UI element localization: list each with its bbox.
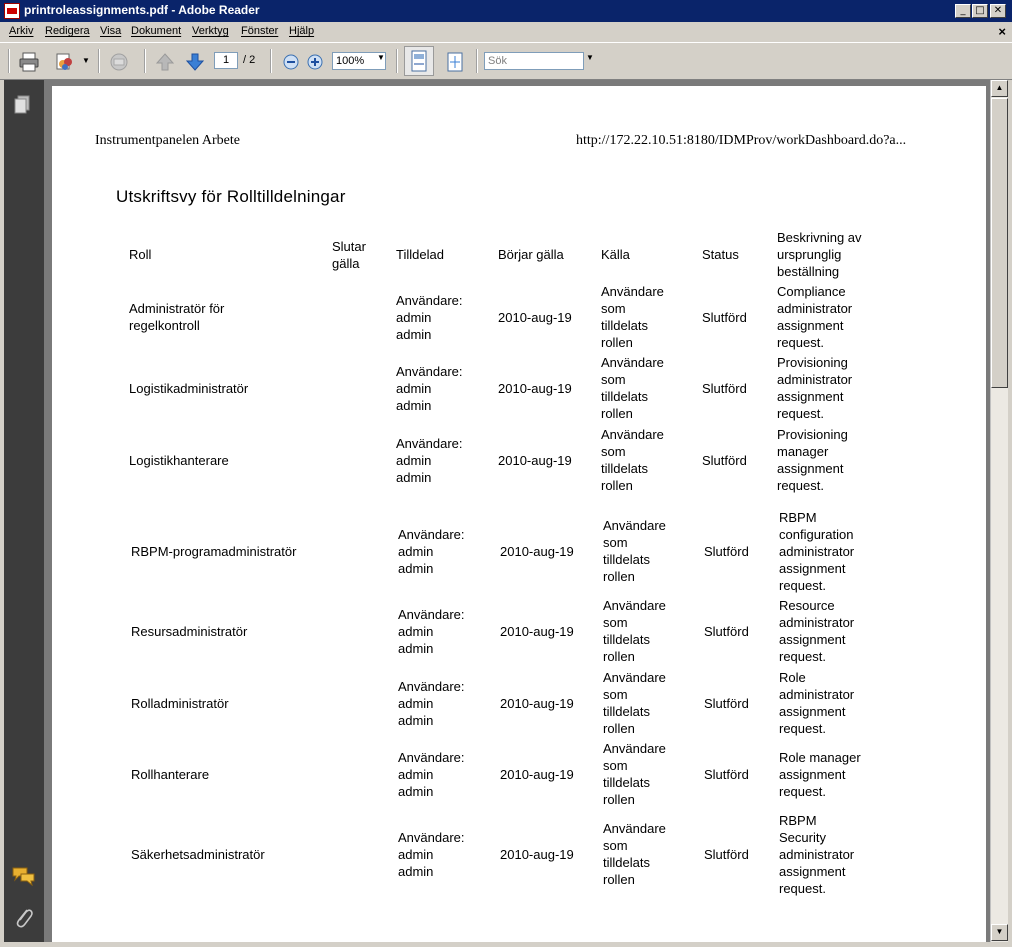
cell-roll: Rollhanterare xyxy=(131,766,210,782)
cell-borjar: 2010-aug-19 xyxy=(500,623,574,639)
sign-icon xyxy=(108,51,130,73)
toolbar-separator xyxy=(8,49,10,73)
cell-status: Slutförd xyxy=(704,766,749,782)
cell-roll: Resursadministratör xyxy=(131,623,248,639)
cell-status: Slutförd xyxy=(704,695,749,711)
cell-tilldelad: Användare: admin admin xyxy=(398,526,465,576)
window-title-bar xyxy=(0,0,1012,22)
cell-roll: Logistikadministratör xyxy=(129,380,249,396)
comments-icon[interactable] xyxy=(12,866,36,886)
cell-beskrivning: RBPM configuration administrator assignment request. xyxy=(779,509,855,593)
menu-dokument[interactable]: Dokument xyxy=(131,25,182,37)
scroll-down-icon[interactable]: ▼ xyxy=(991,924,1008,941)
column-header-borjar-galla: Börjar gälla xyxy=(498,247,564,262)
toolbar-separator xyxy=(144,49,146,73)
column-header-beskrivning: Beskrivning av ursprunglig beställning xyxy=(777,230,862,279)
toolbar xyxy=(0,42,1012,80)
cell-tilldelad: Användare: admin admin xyxy=(398,829,465,879)
chevron-down-icon[interactable]: ▼ xyxy=(377,53,385,62)
cell-roll: Säkerhetsadministratör xyxy=(131,846,265,862)
pdf-page xyxy=(52,86,986,942)
cell-beskrivning: Provisioning administrator assignment request. xyxy=(777,355,853,421)
toolbar-separator xyxy=(476,49,478,73)
cell-tilldelad: Användare: admin admin xyxy=(396,363,463,413)
column-header-tilldelad: Tilldelad xyxy=(396,247,444,262)
page-header-title: Instrumentpanelen Arbete xyxy=(95,133,241,148)
menu-bar xyxy=(0,22,1012,42)
maximize-button[interactable]: □ xyxy=(972,4,988,18)
column-header-status: Status xyxy=(702,247,739,262)
cell-borjar: 2010-aug-19 xyxy=(500,695,574,711)
zoom-level-select[interactable]: 100% xyxy=(332,52,386,70)
menu-redigera[interactable]: Redigera xyxy=(45,25,90,37)
cell-borjar: 2010-aug-19 xyxy=(500,846,574,862)
fit-page-icon[interactable] xyxy=(444,51,466,73)
cell-beskrivning: Provisioning manager assignment request. xyxy=(777,427,848,493)
pdf-app-icon xyxy=(4,3,20,19)
attachment-icon[interactable] xyxy=(13,906,35,930)
cell-status: Slutförd xyxy=(704,846,749,862)
minimize-button[interactable]: _ xyxy=(955,4,971,18)
cell-beskrivning: RBPM Security administrator assignment request. xyxy=(779,812,855,896)
zoom-out-icon[interactable] xyxy=(280,51,302,73)
cell-beskrivning: Role administrator assignment request. xyxy=(779,670,855,736)
close-window-button[interactable]: ✕ xyxy=(990,4,1006,18)
cell-kalla: Användare som tilldelats rollen xyxy=(603,518,666,584)
page-count: / 2 xyxy=(243,54,256,66)
cell-kalla: Användare som tilldelats rollen xyxy=(603,741,666,807)
cell-roll: RBPM-programadministratör xyxy=(131,543,297,559)
close-document-icon[interactable]: × xyxy=(998,24,1006,39)
vertical-scrollbar[interactable] xyxy=(990,80,1008,942)
cell-kalla: Användare som tilldelats rollen xyxy=(601,427,664,493)
page-title: Utskriftsvy för Rolltilldelningar xyxy=(116,187,346,206)
scrollbar-thumb[interactable] xyxy=(991,98,1008,388)
zoom-in-icon[interactable] xyxy=(304,51,326,73)
page-number-input[interactable]: 1 xyxy=(214,52,238,69)
menu-visa[interactable]: Visa xyxy=(100,25,122,37)
cell-status: Slutförd xyxy=(702,452,747,468)
menu-verktyg[interactable]: Verktyg xyxy=(192,25,229,37)
cell-kalla: Användare som tilldelats rollen xyxy=(603,670,666,736)
column-header-kalla: Källa xyxy=(601,247,630,262)
toolbar-separator xyxy=(98,49,100,73)
column-header-slutar-galla: Slutar gälla xyxy=(332,239,366,271)
cell-borjar: 2010-aug-19 xyxy=(498,309,572,325)
cell-tilldelad: Användare: admin admin xyxy=(396,435,463,485)
toolbar-separator xyxy=(270,49,272,73)
previous-page-icon[interactable] xyxy=(154,51,176,73)
next-page-icon[interactable] xyxy=(184,51,206,73)
print-icon[interactable] xyxy=(18,51,40,73)
window-title: printroleassignments.pdf - Adobe Reader xyxy=(24,3,260,17)
cell-kalla: Användare som tilldelats rollen xyxy=(603,821,666,887)
cell-beskrivning: Compliance administrator assignment request. xyxy=(777,284,853,350)
cell-status: Slutförd xyxy=(704,543,749,559)
fit-width-icon xyxy=(405,47,433,75)
fit-width-button[interactable] xyxy=(404,46,434,76)
cell-tilldelad: Användare: admin admin xyxy=(396,292,463,342)
toolbar-separator xyxy=(396,49,398,73)
navigation-panel xyxy=(4,80,44,942)
menu-fonster[interactable]: Fönster xyxy=(241,25,279,37)
scroll-up-icon[interactable]: ▲ xyxy=(991,80,1008,97)
menu-arkiv[interactable]: Arkiv xyxy=(9,25,34,37)
cell-beskrivning: Resource administrator assignment request. xyxy=(779,598,855,664)
cell-borjar: 2010-aug-19 xyxy=(498,452,572,468)
column-header-roll: Roll xyxy=(129,247,152,262)
cell-status: Slutförd xyxy=(704,623,749,639)
cell-borjar: 2010-aug-19 xyxy=(498,380,572,396)
pages-icon[interactable] xyxy=(13,94,33,116)
cell-borjar: 2010-aug-19 xyxy=(500,766,574,782)
cell-roll: Administratör för regelkontroll xyxy=(129,301,225,333)
cell-tilldelad: Användare: admin admin xyxy=(398,606,465,656)
cell-status: Slutförd xyxy=(702,380,747,396)
cell-borjar: 2010-aug-19 xyxy=(500,543,574,559)
cell-beskrivning: Role manager assignment request. xyxy=(779,749,861,799)
collaborate-dropdown-icon[interactable]: ▼ xyxy=(82,56,90,65)
cell-status: Slutförd xyxy=(702,309,747,325)
document-view[interactable] xyxy=(44,80,990,942)
cell-tilldelad: Användare: admin admin xyxy=(398,749,465,799)
search-dropdown-icon[interactable]: ▼ xyxy=(586,53,594,62)
menu-hjalp[interactable]: Hjälp xyxy=(289,25,315,37)
cell-kalla: Användare som tilldelats rollen xyxy=(601,284,664,350)
cell-kalla: Användare som tilldelats rollen xyxy=(603,598,666,664)
cell-roll: Logistikhanterare xyxy=(129,452,229,468)
search-input[interactable]: Sök xyxy=(484,52,584,70)
page-header-url: http://172.22.10.51:8180/IDMProv/workDashboard.do?a... xyxy=(576,133,907,148)
cell-roll: Rolladministratör xyxy=(131,695,229,711)
collaborate-icon[interactable] xyxy=(54,51,76,73)
cell-kalla: Användare som tilldelats rollen xyxy=(601,355,664,421)
cell-tilldelad: Användare: admin admin xyxy=(398,678,465,728)
